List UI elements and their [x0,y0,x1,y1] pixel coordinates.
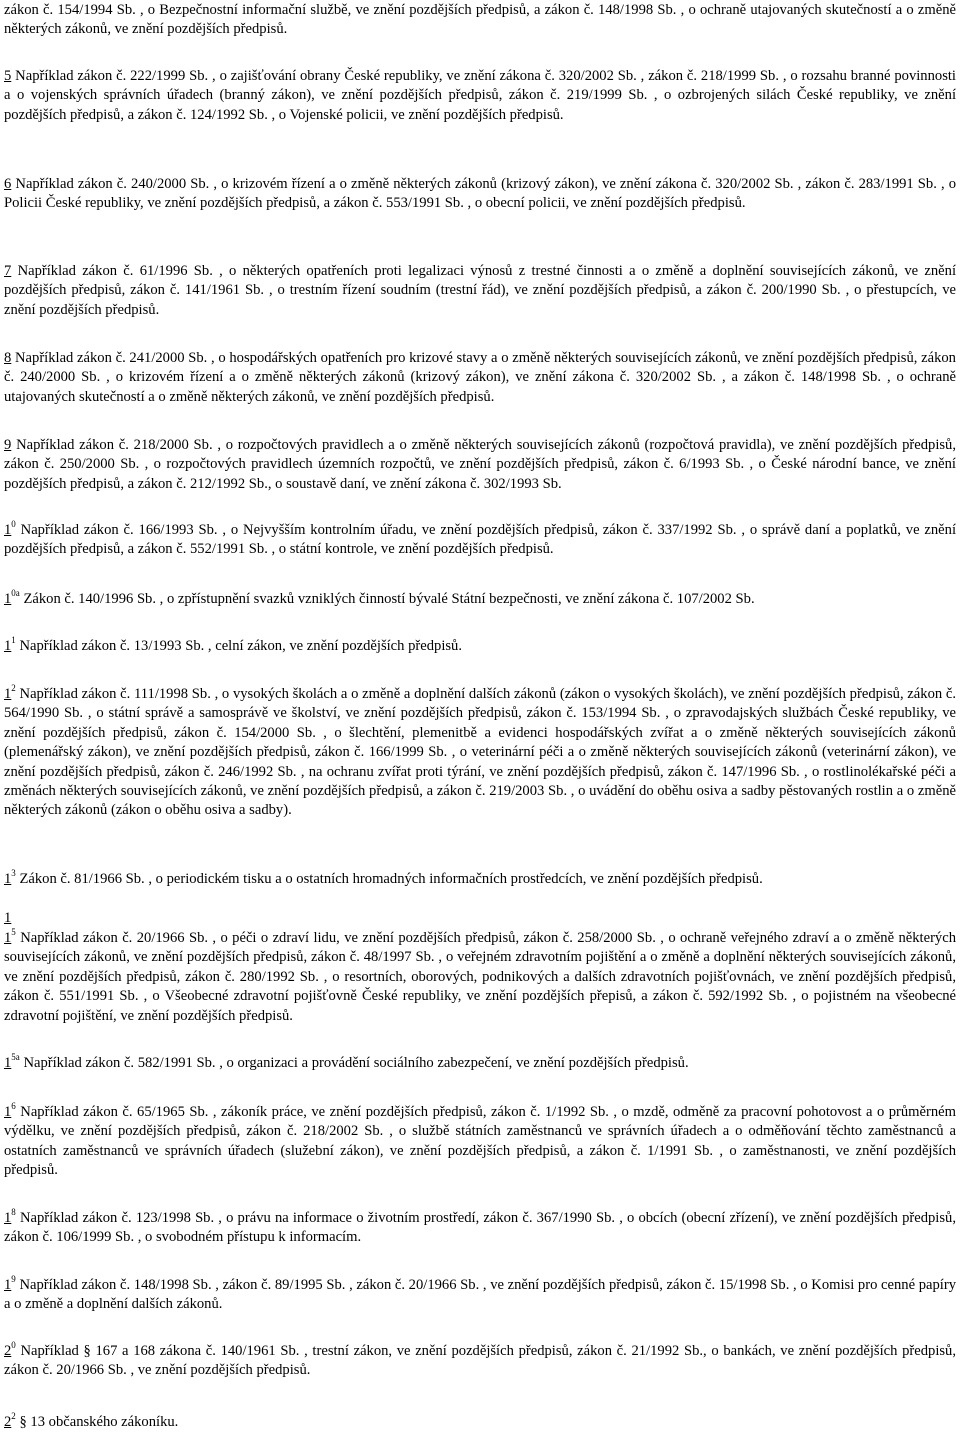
footnote-text: Například zákon č. 123/1998 Sb. , o právu na informace o životním prostředí, zákon č. 367/1990 Sb. , o obcích (obecní zřízení), ve znění pozdějších předpisů, zákon č. 106/1999 Sb. , o svobodném přístupu k informacím. [4,1210,956,1246]
footnote [4,1342,956,1381]
footnote-ref-link[interactable]: 1 [4,1277,12,1293]
footnote-text: Například zákon č. 582/1991 Sb. , o organizaci a provádění sociálního zabezpečení, ve znění pozdějších předpisů. [23,1055,689,1071]
footnote-sup: 5a [11,1052,20,1063]
footnote-text: Zákon č. 140/1996 Sb. , o zpřístupnění svazků vzniklých činností bývalé Státní bezpečnosti, ve znění zákona č. 107/2002 Sb. [23,591,755,607]
footnote [4,590,956,609]
footnote [4,637,956,656]
footnote [4,521,956,560]
footnote-text: § 13 občanského zákoníku. [19,1414,179,1430]
footnote-sup: 3 [11,868,16,879]
footnote [4,349,956,407]
footnote [4,1,956,40]
footnote-ref-link[interactable]: 6 [4,176,12,192]
footnote [4,1209,956,1248]
footnote-sup: 0 [11,1340,16,1351]
footnote-text: zákon č. 154/1994 Sb. , o Bezpečnostní informační službě, ve znění pozdějších předpisů, a zákon č. 148/1998 Sb. , o ochraně utajovaných skutečností a o změně některých zákonů, ve znění pozdějších předpisů. [4,2,956,38]
footnote-sup: 2 [11,683,16,694]
footnote-ref-link[interactable]: 2 [4,1343,12,1359]
footnote [4,1103,956,1181]
footnote-ref-link[interactable]: 1 [4,1055,12,1071]
footnote-text: Například § 167 a 168 zákona č. 140/1961 Sb. , trestní zákon, ve znění pozdějších předpisů, zákon č. 21/1992 Sb., o bankách, ve znění pozdějších předpisů, zákon č. 20/1966 Sb. , ve znění pozdějších předpisů. [4,1343,956,1379]
footnote [4,929,956,1026]
footnote-ref-link[interactable]: 1 [4,591,12,607]
footnote [4,1054,956,1073]
footnote-sup: 2 [11,1411,16,1422]
footnote-text: Například zákon č. 148/1998 Sb. , zákon č. 89/1995 Sb. , zákon č. 20/1966 Sb. , ve znění pozdějších předpisů, zákon č. 15/1998 Sb. , o Komisi pro cenné papíry a o změně a doplnění dalších zákonů. [4,1277,956,1313]
footnote [4,1276,956,1315]
footnote-ref-link[interactable]: 2 [4,1414,12,1430]
footnote-sup: 8 [11,1207,16,1218]
footnote-ref-link[interactable]: 9 [4,437,12,453]
footnote-text: Například zákon č. 241/2000 Sb. , o hospodářských opatřeních pro krizové stavy a o změně některých souvisejících zákonů, ve znění pozdějších předpisů, zákon č. 240/2000 Sb. , o krizovém řízení a o změně některých zákonů (krizový zákon), ve znění zákona č. 320/2002 Sb. , a zákon č. 148/1998 Sb. , o ochraně utajovaných skutečností a o změně některých zákonů, ve znění pozdějších předpisů. [4,350,956,405]
footnote-sup: 1 [11,635,16,646]
footnote-ref-link[interactable]: 1 [4,1210,12,1226]
footnote-ref-link[interactable]: 7 [4,263,12,279]
footnote-ref-link[interactable]: 1 [4,638,12,654]
footnote-ref-link[interactable]: 1 [4,871,12,887]
footnote-ref-link[interactable]: 8 [4,350,12,366]
footnote-sup: 0 [11,519,16,530]
footnote-ref-link[interactable]: 1 [4,1104,12,1120]
footnote-ref-link[interactable]: 1 [4,522,12,538]
footnote-text: Například zákon č. 20/1966 Sb. , o péči o zdraví lidu, ve znění pozdějších předpisů, zákon č. 258/2000 Sb. , o ochraně veřejného zdraví a o změně některých souvisejících zákonů, ve znění pozdějších předpisů, zákon č. 48/1997 Sb. , o veřejném zdravotním pojištění a o změně a doplnění některých souvisejících zákonů, ve znění pozdějších předpisů, zákon č. 280/1992 Sb. , o resortních, oborových, podnikových a dalších zdravotních pojišťovnách, ve znění pozdějších předpisů, zákon č. 551/1991 Sb. , o Všeobecné zdravotní pojišťovně České republiky, ve znění pozdějších přepisů, a zákon č. 592/1992 Sb. , o pojistném na všeobecné zdravotní pojištění, ve znění pozdějších předpisů. [4,930,956,1024]
footnote-sup: 6 [11,1101,16,1112]
footnote [4,870,956,889]
footnote [4,175,956,214]
footnote [4,67,956,125]
footnote-text: Například zákon č. 13/1993 Sb. , celní zákon, ve znění pozdějších předpisů. [19,638,463,654]
footnote [4,909,956,928]
footnote-sup: 9 [11,1274,16,1285]
footnote-text: Například zákon č. 218/2000 Sb. , o rozpočtových pravidlech a o změně některých souvisejících zákonů (rozpočtová pravidla), ve znění pozdějších předpisů, zákon č. 250/2000 Sb. , o rozpočtových pravidlech územních rozpočtů, ve znění pozdějších předpisů, zákon č. 6/1993 Sb. , o České národní bance, ve znění pozdějších předpisů, a zákon č. 212/1992 Sb., o soustavě daní, ve znění zákona č. 302/1993 Sb. [4,437,956,492]
footnote [4,436,956,494]
footnote-text: Například zákon č. 222/1999 Sb. , o zajišťování obrany České republiky, ve znění zákona č. 320/2002 Sb. , zákon č. 218/1999 Sb. , o rozsahu branné povinnosti a o vojenských správních úřadech (branný zákon), ve znění pozdějších předpisů, zákon č. 219/1999 Sb. , o ozbrojených silách České republiky, ve znění pozdějších předpisů, a zákon č. 124/1992 Sb. , o Vojenské policii, ve znění pozdějších předpisů. [4,68,956,123]
footnote-text: Například zákon č. 65/1965 Sb. , zákoník práce, ve znění pozdějších předpisů, zákon č. 1/1992 Sb. , o mzdě, odměně za pracovní pohotovost a o průměrném výdělku, ve znění pozdějších předpisů, zákon č. 218/2002 Sb. , o službě státních zaměstnanců ve správních úřadech a o odměňování těchto zaměstnanců a ostatních zaměstnanců ve správních úřadech (služební zákon), ve znění pozdějších předpisů, a zákon č. 1/1991 Sb. , o zaměstnanosti, ve znění pozdějších předpisů. [4,1104,956,1179]
footnote-sup: 0a [11,588,20,599]
footnote-text: Například zákon č. 240/2000 Sb. , o krizovém řízení a o změně některých zákonů (krizový zákon), ve znění zákona č. 320/2002 Sb. , zákon č. 283/1991 Sb. , o Policii České republiky, ve znění pozdějších předpisů, a zákon č. 553/1991 Sb. , o obecní policii, ve znění pozdějších předpisů. [4,176,956,212]
footnote-text: Například zákon č. 61/1996 Sb. , o některých opatřeních proti legalizaci výnosů z trestné činnosti a o změně a doplnění souvisejících zákonů, ve znění pozdějších předpisů, zákon č. 141/1961 Sb. , o trestním řízení soudním (trestní řád), ve znění pozdějších předpisů, a zákon č. 200/1990 Sb. , o přestupcích, ve znění pozdějších předpisů. [4,263,956,318]
footnote [4,1413,956,1432]
footnote-ref-link[interactable]: 1 [4,910,12,926]
footnote-ref-link[interactable]: 5 [4,68,12,84]
footnote-ref-link[interactable]: 1 [4,930,12,946]
footnote-text: Například zákon č. 166/1993 Sb. , o Nejvyšším kontrolním úřadu, ve znění pozdějších předpisů, zákon č. 337/1992 Sb. , o správě daní a poplatků, ve znění pozdějších předpisů, a zákon č. 552/1991 Sb. , o státní kontrole, ve znění pozdějších předpisů. [4,522,957,558]
footnote-text: Například zákon č. 111/1998 Sb. , o vysokých školách a o změně a doplnění dalších zákonů (zákon o vysokých školách), ve znění pozdějších předpisů, zákon č. 564/1990 Sb. , o státní správě a samosprávě ve školství, ve znění pozdějších předpisů, zákon č. 153/1994 Sb. , o zpravodajských službách České republiky, ve znění pozdějších předpisů, zákon č. 154/2000 Sb. , o šlechtění, plemenitbě a evidenci hospodářských zvířat a o změně některých souvisejících zákonů (plemenářský zákon), ve znění pozdějších předpisů, zákon č. 166/1999 Sb. , o veterinární péči a o změně některých souvisejících zákonů (veterinární zákon), ve znění pozdějších předpisů, zákon č. 246/1992 Sb. , na ochranu zvířat proti týrání, ve znění pozdějších předpisů, zákon č. 147/1996 Sb. , o rostlinolékařské péči a změnách některých souvisejících zákonů, ve znění pozdějších předpisů, a zákon č. 219/2003 Sb. , o uvádění do oběhu osiva a sadby pěstovaných rostlin a o změně některých zákonů (zákon o oběhu osiva a sadby). [4,686,957,819]
footnote [4,262,956,320]
footnote-text: Zákon č. 81/1966 Sb. , o periodickém tisku a o ostatních hromadných informačních prostředcích, ve znění pozdějších předpisů. [19,871,763,887]
footnote-ref-link[interactable]: 1 [4,686,12,702]
footnote [4,685,956,821]
footnote-sup: 5 [11,927,16,938]
